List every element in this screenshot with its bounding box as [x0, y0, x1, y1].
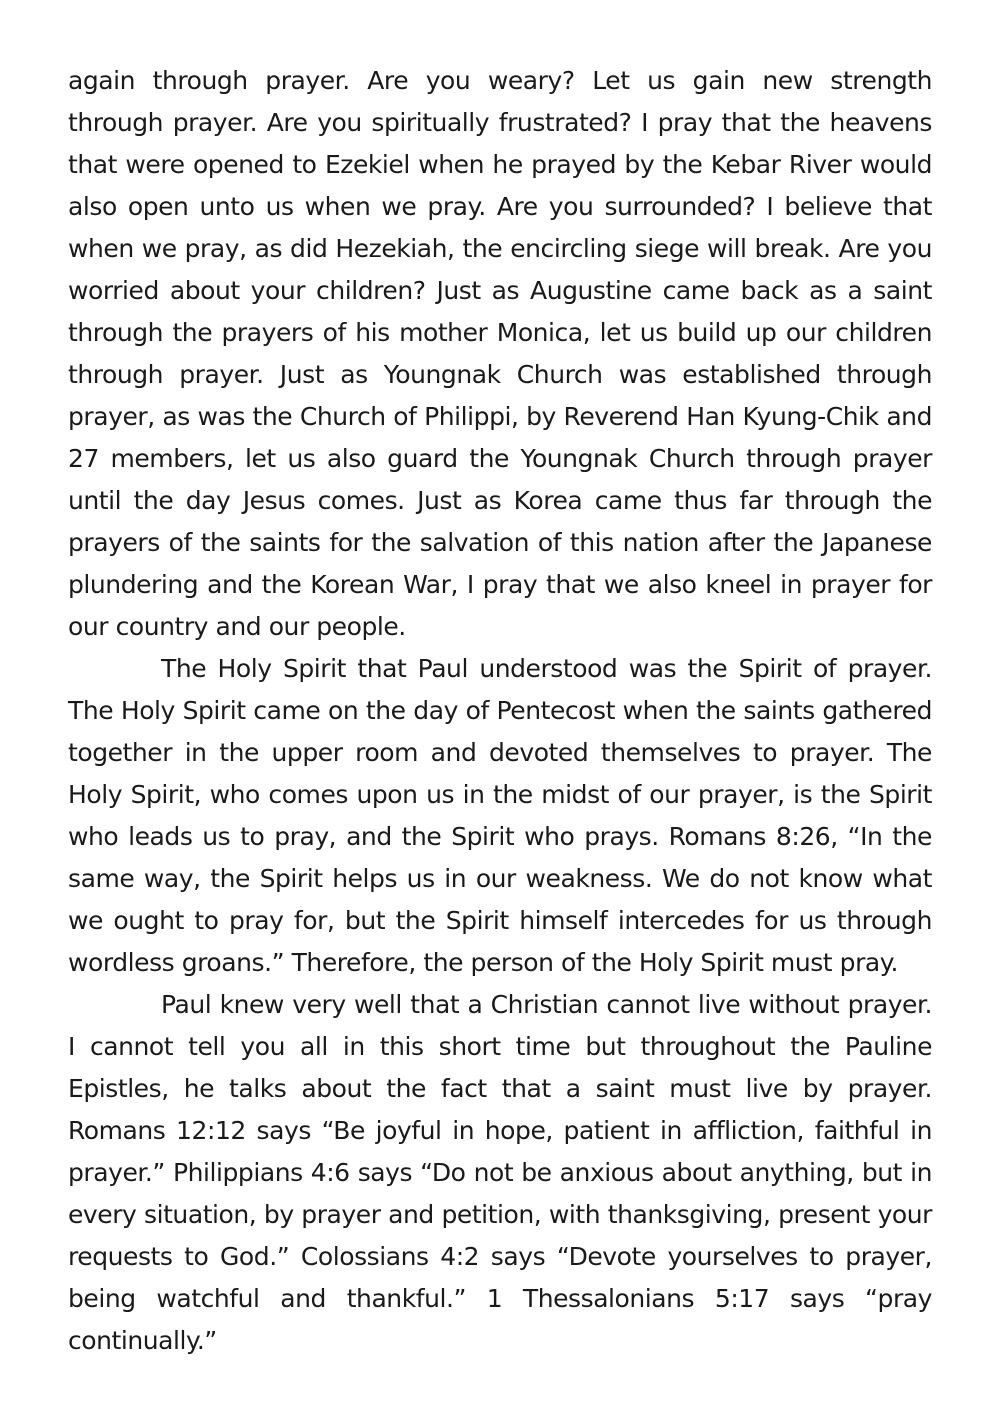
paragraph-prayer-examples: again through prayer. Are you weary? Let us gain new strength through prayer. Are you spiritually frustrated? I pray that the heavens that were opened to Ezekiel when he prayed by the Kebar River would also open unto us when we pray. Are you surrounded? I believe that when we pray, as did Hezekiah, the encircling siege will break. Are you worried about your children? Just as Augustine came back as a saint through the prayers of his mother Monica, let us build up our children through prayer. Just as Youngnak Church was established through prayer, as was the Church of Philippi, by Reverend Han Kyung-Chik and 27 members, let us also guard the Youngnak Church through prayer until the day Jesus comes. Just as Korea came thus far through the prayers of the saints for the salvation of this nation after the Japanese plundering and the Korean War, I pray that we also kneel in prayer for our country and our people. — [68, 66, 932, 641]
paragraph-holy-spirit: The Holy Spirit that Paul understood was the Spirit of prayer. The Holy Spirit came on the day of Pentecost when the saints gathered together in the upper room and devoted themselves to prayer. The Holy Spirit, who comes upon us in the midst of our prayer, is the Spirit who leads us to pray, and the Spirit who prays. Romans 8:26, “In the same way, the Spirit helps us in our weakness. We do not know what we ought to pray for, but the Spirit himself intercedes for us through wordless groans.” Therefore, the person of the Holy Spirit must pray. — [68, 654, 932, 977]
paragraph-pauline-epistles: Paul knew very well that a Christian cannot live without prayer. I cannot tell you all in this short time but throughout the Pauline Epistles, he talks about the fact that a saint must live by prayer. Romans 12:12 says “Be joyful in hope, patient in affliction, faithful in prayer.” Philippians 4:6 says “Do not be anxious about anything, but in every situation, by prayer and petition, with thanksgiving, present your requests to God.” Colossians 4:2 says “Devote yourselves to prayer, being watchful and thankful.” 1 Thessalonians 5:17 says “pray continually.” — [68, 990, 932, 1355]
document-body — [68, 60, 932, 1362]
